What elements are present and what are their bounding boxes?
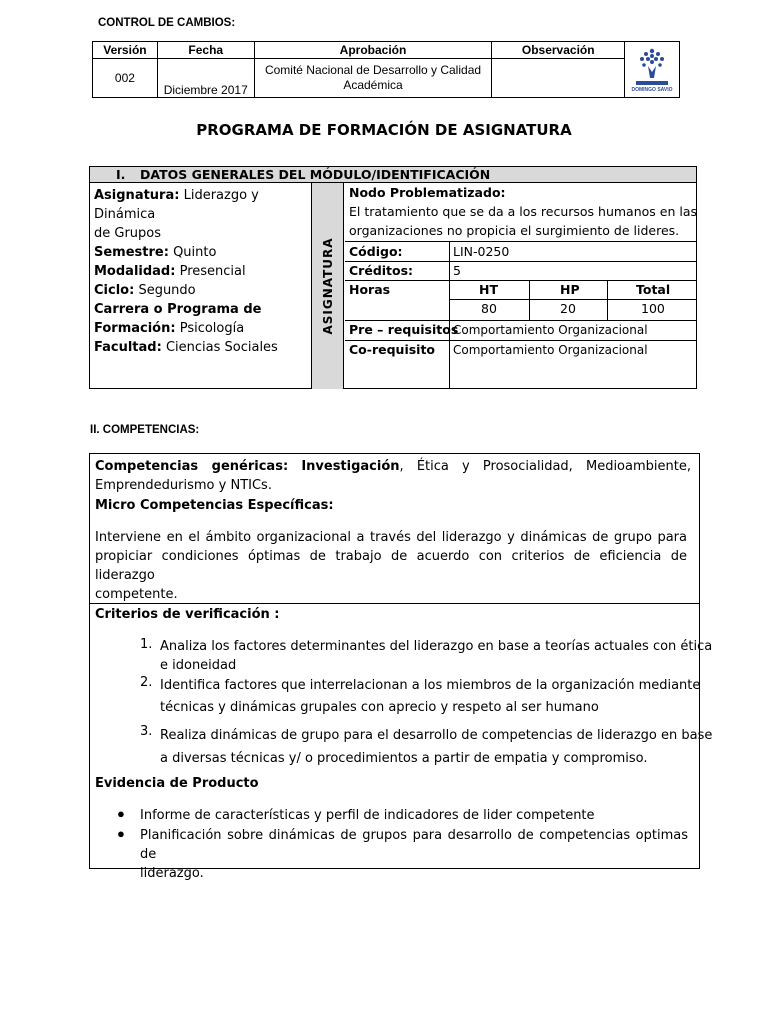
vertical-subject-column (311, 183, 344, 389)
evidence-line: Informe de características y perfil de indicadores de lider competente (140, 808, 595, 823)
criteria-line: Identifica factores que interrelacionan a los miembros de la organización mediante (160, 678, 701, 693)
credits-value: 5 (453, 263, 461, 278)
faculty-value: Ciencias Sociales (165, 340, 278, 355)
page-title: PROGRAMA DE FORMACIÓN DE ASIGNATURA (196, 121, 572, 139)
hours-header-ht: HT (479, 282, 498, 297)
subject-info (94, 186, 309, 357)
change-control-table (92, 41, 680, 98)
divider (345, 320, 697, 321)
micro-competencies-label: Micro Competencias Específicas: (95, 498, 334, 513)
micro-text-line2: propiciar condiciones óptimas de trabajo de acuerdo con criterios de eficiencia de liderazgo (95, 549, 687, 583)
coreq-value: Comportamiento Organizacional (453, 343, 648, 357)
hours-header-total: Total (636, 282, 671, 297)
criteria-line: Realiza dinámicas de grupo para el desarrollo de competencias de liderazgo en base (160, 728, 713, 743)
evidence-label: Evidencia de Producto (95, 776, 259, 791)
bullet-icon: ● (117, 826, 125, 841)
bullet-icon: ● (117, 806, 125, 821)
prereq-value: Comportamiento Organizacional (453, 323, 648, 337)
date-value: Diciembre 2017 (157, 59, 254, 98)
divider (449, 299, 697, 300)
criteria-number-1: 1. (140, 637, 153, 652)
evidence-line: liderazgo. (140, 866, 204, 881)
section-title: DATOS GENERALES DEL MÓDULO/IDENTIFICACIÓN (140, 167, 491, 182)
subject-value-cont: de Grupos (94, 226, 162, 241)
header-observation: Observación (492, 42, 625, 59)
competencies-title: II. COMPETENCIAS: (90, 424, 200, 436)
hours-value-hp: 20 (560, 301, 576, 316)
divider (529, 280, 530, 320)
criteria-item-2 (160, 675, 700, 719)
general-data-header (89, 166, 697, 183)
node-text-line2: organizaciones no propicia el surgimiento de lideres. (349, 223, 680, 238)
criteria-number-2: 2. (140, 675, 153, 690)
logo-cell (625, 42, 680, 98)
criteria-item-3 (160, 724, 712, 770)
approval-line2: Académica (343, 78, 403, 92)
generic-values-cont: Emprendedurismo y NTICs. (95, 478, 272, 493)
evidence-item-2 (140, 826, 688, 883)
generic-values: , Ética y Prosocialidad, Medioambiente, (399, 459, 691, 474)
divider (449, 241, 450, 389)
career-label: Carrera o Programa de (94, 302, 262, 317)
subject-value: Liderazgo y Dinámica (94, 188, 259, 222)
divider (345, 241, 697, 242)
hours-value-ht: 80 (481, 301, 497, 316)
approval-line1: Comité Nacional de Desarrollo y Calidad (264, 63, 482, 77)
observation-value (492, 59, 625, 98)
criteria-number-3: 3. (140, 724, 153, 739)
generic-competencies (95, 457, 691, 495)
micro-competencies-text (95, 528, 687, 604)
semester-value: Quinto (173, 245, 217, 260)
criteria-line: a diversas técnicas y/ o procedimientos a partir de empatia y compromiso. (160, 751, 648, 766)
faculty-label: Facultad: (94, 340, 162, 355)
criteria-label: Criterios de verificación : (95, 607, 280, 622)
hours-label: Horas (349, 282, 391, 297)
career-label-cont: Formación: (94, 321, 176, 336)
divider (345, 280, 697, 281)
hours-header-hp: HP (560, 282, 580, 297)
modality-value: Presencial (179, 264, 246, 279)
table-row (93, 59, 680, 98)
career-value: Psicología (179, 321, 245, 336)
generic-label: Competencias genéricas: (95, 459, 289, 474)
divider (345, 261, 697, 262)
node-label: Nodo Problematizado: (349, 185, 506, 200)
header-approval: Aprobación (254, 42, 492, 59)
subject-label: Asignatura: (94, 188, 180, 203)
criteria-line: e idoneidad (160, 658, 237, 673)
version-value: 002 (93, 59, 158, 98)
vertical-label: ASIGNATURA (320, 237, 335, 335)
prereq-label: Pre – requisitos (349, 322, 459, 337)
modality-label: Modalidad: (94, 264, 176, 279)
coreq-label: Co-requisito (349, 342, 436, 357)
code-label: Código: (349, 244, 403, 259)
semester-label: Semestre: (94, 245, 169, 260)
generic-first-value: Investigación (301, 459, 400, 474)
micro-text-line3: competente. (95, 587, 178, 602)
header-version: Versión (93, 42, 158, 59)
criteria-line: Analiza los factores determinantes del liderazgo en base a teorías actuales con ética (160, 639, 713, 654)
credits-label: Créditos: (349, 263, 414, 278)
table-header-row (93, 42, 680, 59)
logo-text: DOMINGO SAVIO (631, 87, 673, 93)
node-text-line1: El tratamiento que se da a los recursos humanos en las (349, 204, 697, 219)
micro-text-line1: Interviene en el ámbito organizacional a través del liderazgo y dinámicas de grupo para (95, 530, 687, 545)
approval-value (254, 59, 492, 98)
evidence-item-1 (140, 806, 595, 825)
change-control-title: CONTROL DE CAMBIOS: (98, 17, 236, 29)
criteria-item-1 (160, 637, 712, 675)
header-date: Fecha (157, 42, 254, 59)
evidence-line: Planificación sobre dinámicas de grupos para desarrollo de competencias optimas de (140, 828, 688, 862)
institution-logo (630, 46, 674, 90)
cycle-label: Ciclo: (94, 283, 135, 298)
cycle-value: Segundo (138, 283, 196, 298)
code-value: LIN-0250 (453, 244, 510, 259)
section-number: I. (116, 167, 126, 182)
hours-value-total: 100 (641, 301, 665, 316)
subject-details-grid (345, 183, 697, 389)
criteria-line: técnicas y dinámicas grupales con aprecio y respeto al ser humano (160, 700, 599, 715)
divider (607, 280, 608, 320)
divider (345, 340, 697, 341)
